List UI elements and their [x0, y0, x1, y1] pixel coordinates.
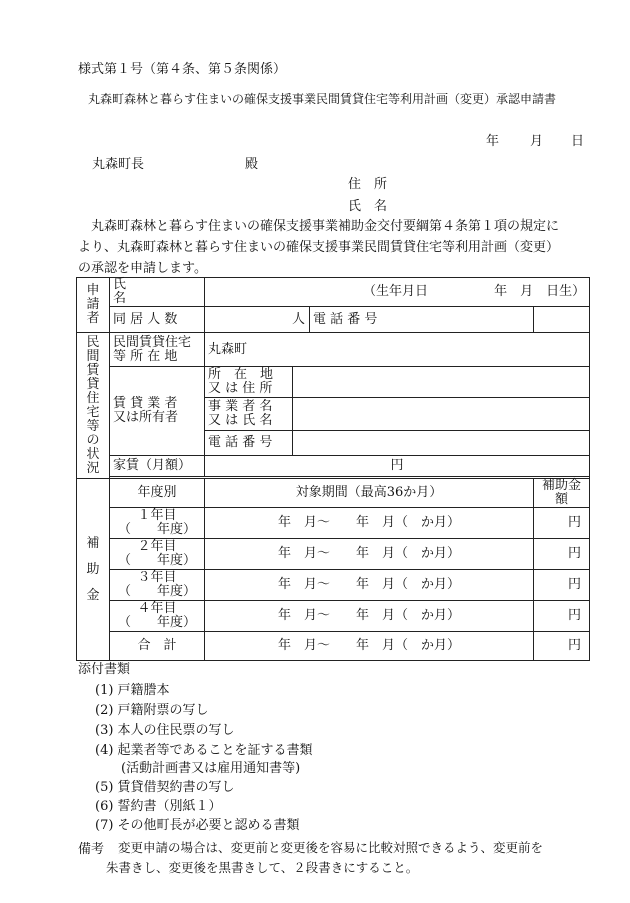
rent-label: 家賃（月額）: [110, 456, 205, 477]
remarks-label: 備考: [78, 842, 105, 857]
household-unit: 人: [291, 311, 305, 327]
birth-date: 年 月 日生）: [494, 284, 586, 299]
name-label: 氏 名: [348, 199, 388, 214]
housing-location-label: 民間賃貸住宅 等 所 在 地: [110, 333, 205, 367]
subsidy-year-cell: ２年目 （ 年度）: [110, 539, 205, 570]
housing-section-label: 民間賃貸住宅等の状況: [77, 333, 110, 479]
rent-field[interactable]: [205, 456, 590, 477]
subsidy-row: [77, 508, 590, 539]
date-day-label: 日: [571, 134, 585, 149]
applicant-section-label: 申請者: [77, 278, 110, 333]
applicant-name-field[interactable]: [205, 278, 590, 307]
subsidy-section-label: 補助金: [77, 479, 110, 661]
household-field[interactable]: [205, 307, 310, 333]
applicant-name-label: 氏 名: [110, 278, 205, 307]
subsidy-period-field[interactable]: 年 月～ 年 月（ か月）: [205, 508, 534, 539]
paragraph-line-3: の承認を申請します。: [78, 261, 207, 276]
birth-label: （生年月日: [363, 284, 429, 299]
attachment-item: (2) 戸籍附票の写し: [95, 703, 209, 718]
attachment-item-note: (活動計画書又は雇用通知書等): [95, 761, 301, 776]
subsidy-total-period-field[interactable]: 年 月～ 年 月（ か月）: [205, 632, 534, 661]
subsidy-period-field[interactable]: 年 月～ 年 月（ か月）: [205, 601, 534, 632]
date-month-label: 月: [530, 134, 544, 149]
phone-label: 電 話 番 号: [310, 307, 534, 333]
rent-unit: 円: [390, 458, 404, 473]
subsidy-header-period: 対象期間（最高36か月）: [205, 479, 534, 508]
application-table: [76, 277, 590, 661]
subsidy-year-cell: ３年目 （ 年度）: [110, 570, 205, 601]
applicant-name-row: [77, 278, 590, 307]
lessor-phone-label: 電 話 番 号: [205, 431, 293, 456]
attachment-item: (5) 賃貸借契約書の写し: [95, 780, 235, 795]
attachment-item: (1) 戸籍謄本: [95, 683, 170, 698]
subsidy-amount-field[interactable]: 円: [534, 570, 590, 601]
form-number: 様式第１号（第４条、第５条関係）: [78, 62, 287, 77]
attachment-item: (7) その他町長が必要と認める書類: [95, 818, 300, 833]
remarks-line-1: 変更申請の場合は、変更前と変更後を容易に比較対照できるよう、変更前を: [118, 840, 544, 855]
subsidy-period-field[interactable]: 年 月～ 年 月（ か月）: [205, 539, 534, 570]
subsidy-amount-field[interactable]: 円: [534, 508, 590, 539]
addressee: 丸森町長: [92, 157, 145, 172]
paragraph-line-1: 丸森町森林と暮らす住まいの確保支援事業補助金交付要綱第４条第１項の規定に: [78, 219, 560, 234]
lessor-address-label: 所 在 地 又 は 住 所: [205, 367, 293, 398]
subsidy-row: [77, 601, 590, 632]
lessor-name-label: 事 業 者 名 又 は 氏 名: [205, 398, 293, 431]
lessor-name-field[interactable]: [293, 398, 590, 431]
remarks-line-2: 朱書きし、変更後を黒書きして、２段書きにすること。: [106, 860, 419, 875]
subsidy-total-row: [77, 632, 590, 661]
lessor-address-row: [77, 367, 590, 398]
form-title: 丸森町森林と暮らす住まいの確保支援事業民間賃貸住宅等利用計画（変更）承認申請書: [88, 92, 557, 106]
subsidy-amount-field[interactable]: 円: [534, 601, 590, 632]
subsidy-header-row: [77, 479, 590, 508]
subsidy-row: [77, 570, 590, 601]
subsidy-period-field[interactable]: 年 月～ 年 月（ か月）: [205, 570, 534, 601]
household-label: 同 居 人 数: [110, 307, 205, 333]
subsidy-header-amount: 補助金額: [534, 479, 590, 508]
attachment-item: (4) 起業者等であることを証する書類: [95, 743, 313, 758]
address-label: 住 所: [348, 177, 388, 192]
housing-location-field[interactable]: [205, 333, 590, 367]
housing-location-row: [77, 333, 590, 367]
phone-field[interactable]: [534, 307, 590, 333]
attachments-title: 添付書類: [78, 662, 131, 677]
lessor-label: 賃 貸 業 者 又は所有者: [110, 367, 205, 456]
subsidy-year-cell: ４年目 （ 年度）: [110, 601, 205, 632]
household-row: [77, 307, 590, 333]
subsidy-header-year: 年度別: [110, 479, 205, 508]
subsidy-amount-field[interactable]: 円: [534, 539, 590, 570]
honorific: 殿: [245, 157, 259, 172]
attachment-item: (6) 誓約書（別紙１）: [95, 799, 222, 814]
lessor-phone-field[interactable]: [293, 431, 590, 456]
rent-row: [77, 456, 590, 477]
attachment-item: (3) 本人の住民票の写し: [95, 723, 235, 738]
subsidy-total-amount-field[interactable]: 円: [534, 632, 590, 661]
subsidy-year-cell: １年目 （ 年度）: [110, 508, 205, 539]
subsidy-total-label: 合 計: [110, 632, 205, 661]
date-year-label: 年: [486, 134, 500, 149]
lessor-address-field[interactable]: [293, 367, 590, 398]
subsidy-row: [77, 539, 590, 570]
paragraph-line-2: より、丸森町森林と暮らす住まいの確保支援事業民間賃貸住宅等利用計画（変更）: [78, 240, 560, 255]
housing-location-value: 丸森町: [208, 341, 248, 357]
